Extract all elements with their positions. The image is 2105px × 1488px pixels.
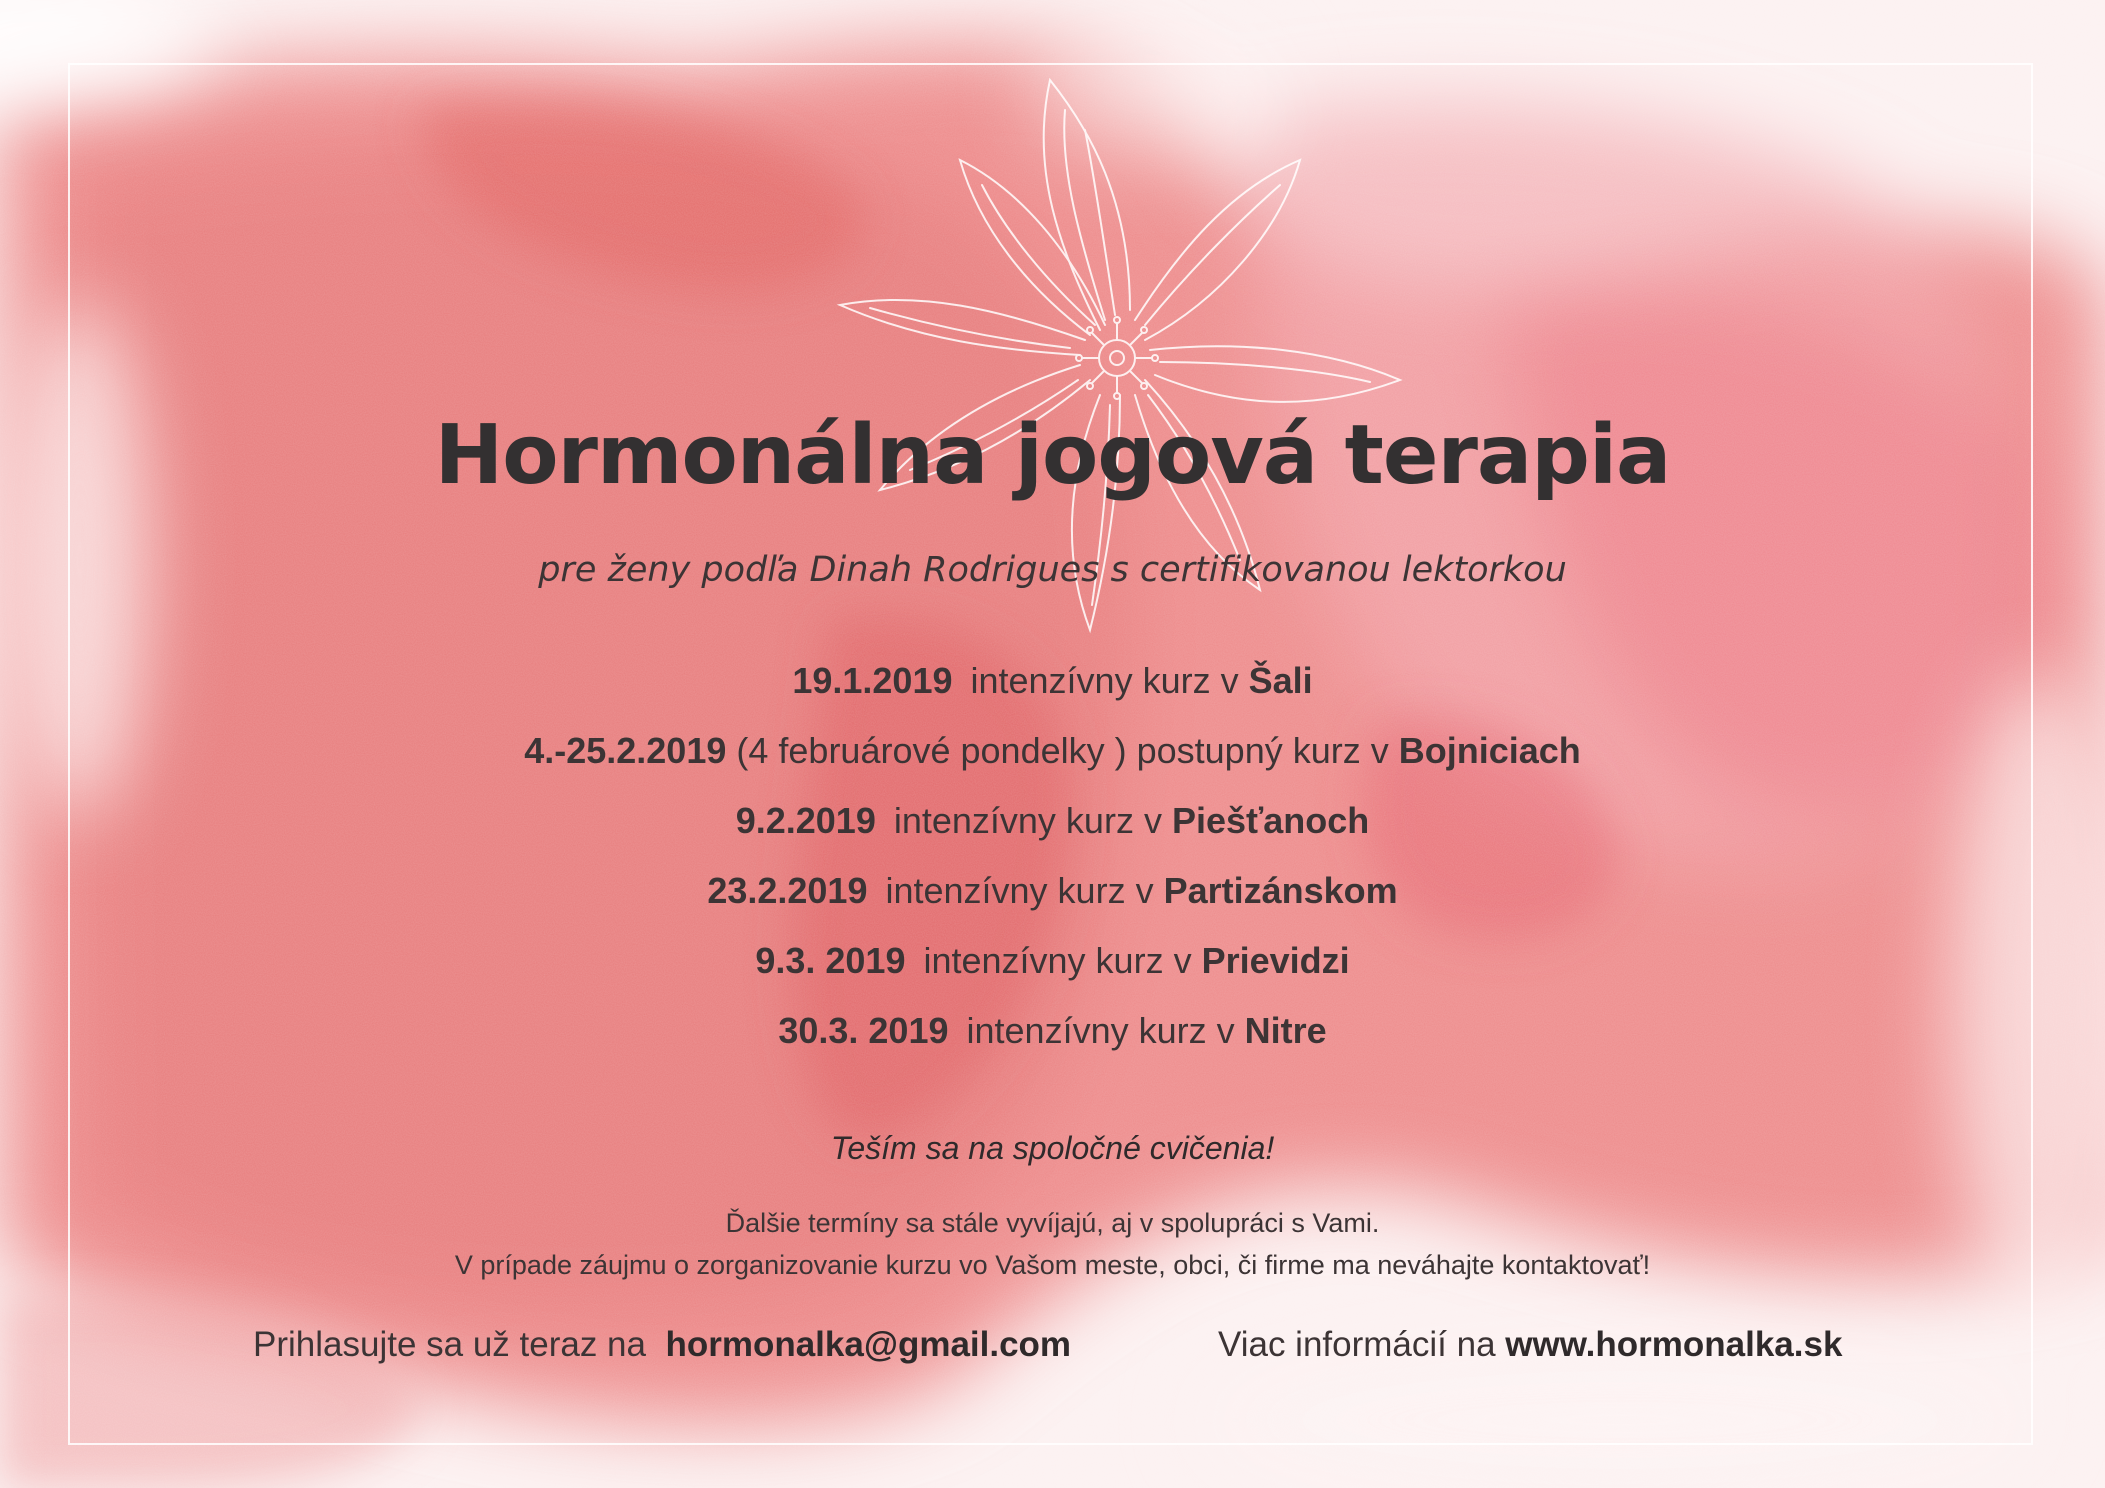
- course-item: [0, 865, 2105, 935]
- course-city: Šali: [1248, 660, 1313, 701]
- course-city: Nitre: [1244, 1010, 1327, 1051]
- course-description: intenzívny kurz v: [885, 870, 1154, 911]
- contact-web-block: [1218, 1325, 1842, 1365]
- greeting-text: Teším sa na spoločné cvičenia!: [830, 1130, 1275, 1166]
- course-description: (4 februárové pondelky ) postupný kurz v: [736, 730, 1389, 771]
- course-item: [0, 1005, 2105, 1075]
- contact-web-link[interactable]: www.hormonalka.sk: [1505, 1325, 1843, 1364]
- course-item: [0, 725, 2105, 795]
- course-description: intenzívny kurz v: [970, 660, 1239, 701]
- course-date: 9.2.2019: [735, 800, 876, 841]
- course-date: 23.2.2019: [707, 870, 868, 911]
- poster-title: Hormonálna jogová terapia: [434, 408, 1671, 503]
- course-item: [0, 935, 2105, 1005]
- contact-email-block: [253, 1325, 1071, 1365]
- contact-web-label: Viac informácií na: [1218, 1325, 1496, 1364]
- contact-email-label: Prihlasujte sa už teraz na: [253, 1325, 646, 1364]
- course-date: 9.3. 2019: [755, 940, 906, 981]
- course-description: intenzívny kurz v: [923, 940, 1192, 981]
- course-description: intenzívny kurz v: [893, 800, 1162, 841]
- course-item: [0, 655, 2105, 725]
- poster-subtitle: pre ženy podľa Dinah Rodrigues s certifikovanou lektorkou: [538, 550, 1567, 590]
- course-city: Partizánskom: [1163, 870, 1398, 911]
- course-city: Bojniciach: [1398, 730, 1581, 771]
- course-item: [0, 795, 2105, 865]
- course-city: Prievidzi: [1201, 940, 1350, 981]
- course-date: 19.1.2019: [792, 660, 953, 701]
- course-list: [0, 655, 2105, 1075]
- course-date: 30.3. 2019: [778, 1010, 949, 1051]
- course-date: 4.-25.2.2019: [524, 730, 727, 771]
- course-city: Piešťanoch: [1171, 800, 1370, 841]
- course-description: intenzívny kurz v: [966, 1010, 1235, 1051]
- note-line: V prípade záujmu o zorganizovanie kurzu vo Vašom meste, obci, či firme ma neváhajte kontaktovať!: [454, 1250, 1651, 1280]
- contact-email-link[interactable]: hormonalka@gmail.com: [665, 1325, 1072, 1364]
- note-line: Ďalšie termíny sa stále vyvíjajú, aj v spolupráci s Vami.: [725, 1208, 1380, 1238]
